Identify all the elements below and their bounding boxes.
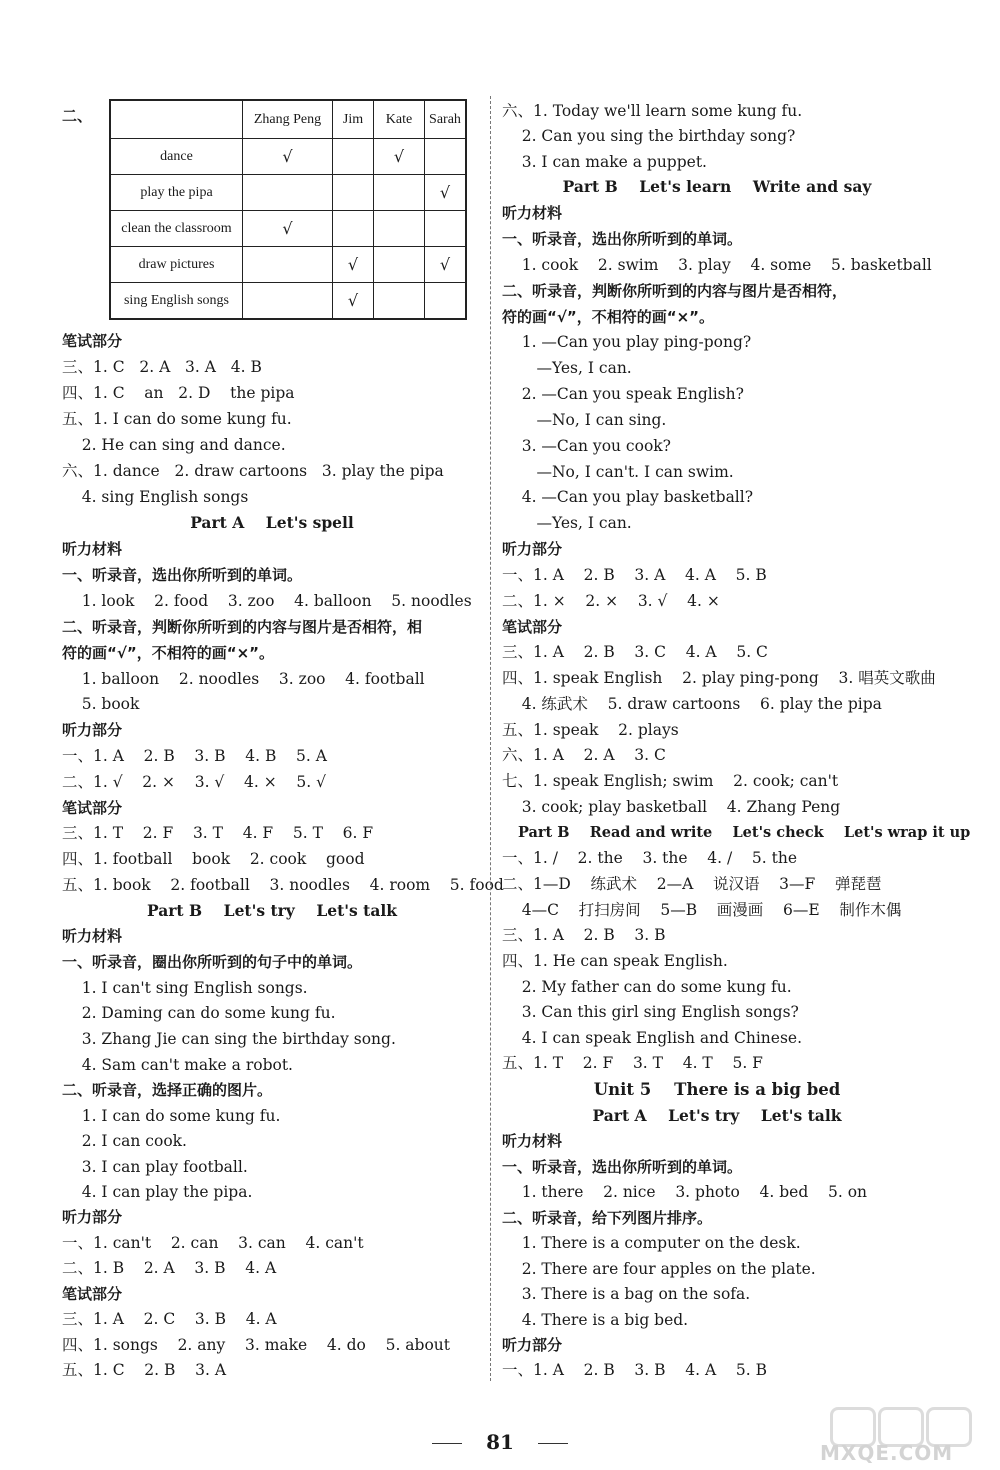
table-header-cell: [110, 100, 243, 139]
answer-line: 三、1. T 2. F 3. T 4. F 5. T 6. F: [62, 824, 374, 842]
tick-cell: [243, 283, 333, 320]
answer-line: 六、1. Today we'll learn some kung fu.: [502, 102, 803, 120]
instruction-line: 二、听录音，判断你所听到的内容与图片是否相符，相: [62, 618, 423, 636]
tick-cell: [333, 175, 374, 211]
section-heading: 听力材料: [502, 204, 563, 222]
tick-cell: √: [243, 211, 333, 247]
answer-line: 1. cook 2. swim 3. play 4. some 5. basketball: [502, 256, 932, 274]
tick-cell: [374, 283, 425, 320]
tick-cell: [243, 175, 333, 211]
answer-line: 4. There is a big bed.: [502, 1311, 689, 1329]
answer-line: —No, I can sing.: [502, 411, 667, 429]
instruction-line: 二、听录音，选择正确的图片。: [62, 1081, 273, 1099]
answer-line: 四、1. C an 2. D the pipa: [62, 384, 295, 402]
table-row: [110, 247, 466, 283]
section-heading: 听力部分: [62, 1208, 123, 1226]
answer-line: 三、1. A 2. B 3. C 4. A 5. C: [502, 643, 768, 661]
answer-line: 4. 练武术 5. draw cartoons 6. play the pipa: [502, 695, 882, 713]
answer-line: 四、1. songs 2. any 3. make 4. do 5. about: [62, 1336, 450, 1354]
unit-heading: Unit 5 There is a big bed: [593, 1080, 841, 1099]
answer-line: 4. —Can you play basketball?: [502, 488, 754, 506]
section-heading: 笔试部分: [62, 332, 123, 350]
tick-cell: √: [425, 247, 467, 283]
answer-line: 3. Can this girl sing English songs?: [502, 1003, 799, 1021]
answer-line: 1. —Can you play ping-pong?: [502, 333, 752, 351]
answer-line: 三、1. A 2. C 3. B 4. A: [62, 1310, 277, 1328]
answer-line: 三、1. C 2. A 3. A 4. B: [62, 358, 262, 376]
table-header-cell: Sarah: [425, 100, 467, 139]
answer-line: 五、1. C 2. B 3. A: [62, 1361, 227, 1379]
answer-line: 二、1. × 2. × 3. √ 4. ×: [502, 592, 720, 610]
answer-line: 五、1. book 2. football 3. noodles 4. room 5. food: [62, 876, 504, 894]
tick-cell: √: [333, 247, 374, 283]
table-section-label: 二、: [62, 107, 93, 125]
section-heading: 听力部分: [502, 1336, 563, 1354]
section-heading: 听力材料: [62, 927, 123, 945]
section-heading: 听力材料: [502, 1132, 563, 1150]
tick-cell: √: [333, 283, 374, 320]
table-header-cell: Zhang Peng: [243, 100, 333, 139]
tick-cell: [374, 211, 425, 247]
answer-line: 二、1. √ 2. × 3. √ 4. × 5. √: [62, 773, 327, 791]
tick-cell: √: [374, 139, 425, 175]
table-header-row: [110, 100, 466, 139]
answer-line: 3. I can play football.: [62, 1158, 248, 1176]
answer-line: 四、1. speak English 2. play ping-pong 3. 唱英文歌曲: [502, 669, 936, 687]
answer-line: 七、1. speak English; swim 2. cook; can't: [502, 772, 839, 790]
instruction-line: 一、听录音，选出你所听到的单词。: [502, 1158, 743, 1176]
activity-cell: dance: [110, 139, 243, 175]
answer-line: 二、1. B 2. A 3. B 4. A: [62, 1259, 277, 1277]
table-header-cell: Jim: [333, 100, 374, 139]
answer-line: 2. —Can you speak English?: [502, 385, 744, 403]
activity-cell: clean the classroom: [110, 211, 243, 247]
tick-cell: [333, 211, 374, 247]
tick-cell: [333, 139, 374, 175]
answer-line: 4. Sam can't make a robot.: [62, 1056, 293, 1074]
instruction-line: 符的画“√”，不相符的画“×”。: [62, 644, 275, 662]
answer-line: 六、1. A 2. A 3. C: [502, 746, 666, 764]
part-heading: Part B Read and write Let's check Let's wrap it up: [518, 824, 971, 841]
section-heading: 笔试部分: [62, 1285, 123, 1303]
answer-line: 2. Can you sing the birthday song?: [502, 127, 796, 145]
answer-line: 一、1. A 2. B 3. A 4. A 5. B: [502, 566, 767, 584]
answer-line: 六、1. dance 2. draw cartoons 3. play the pipa: [62, 462, 444, 480]
tick-cell: √: [243, 139, 333, 175]
answer-line: 2. There are four apples on the plate.: [502, 1260, 816, 1278]
answer-line: —No, I can't. I can swim.: [502, 463, 734, 481]
answer-line: 4. sing English songs: [62, 488, 249, 506]
answer-line: —Yes, I can.: [502, 514, 632, 532]
answer-line: 五、1. I can do some kung fu.: [62, 410, 292, 428]
tick-cell: [425, 283, 467, 320]
answer-line: 5. book: [62, 695, 140, 713]
section-heading: 听力部分: [502, 540, 563, 558]
answer-line: 一、1. A 2. B 3. B 4. B 5. A: [62, 747, 327, 765]
tick-cell: [425, 211, 467, 247]
answer-line: 1. look 2. food 3. zoo 4. balloon 5. noodles: [62, 592, 472, 610]
answer-line: 一、1. can't 2. can 3. can 4. can't: [62, 1234, 364, 1252]
column-divider: [490, 96, 492, 1381]
tick-cell: [374, 247, 425, 283]
answer-line: 3. I can make a puppet.: [502, 153, 707, 171]
page-number: 81: [486, 1430, 514, 1454]
table-row: [110, 175, 466, 211]
table-row: [110, 283, 466, 320]
section-heading: 笔试部分: [62, 799, 123, 817]
instruction-line: 二、听录音，判断你所听到的内容与图片是否相符，: [502, 282, 848, 300]
answer-line: 一、1. / 2. the 3. the 4. / 5. the: [502, 849, 798, 867]
answer-line: 3. There is a bag on the sofa.: [502, 1285, 751, 1303]
tick-cell: [374, 175, 425, 211]
answer-line: 4. I can speak English and Chinese.: [502, 1029, 802, 1047]
instruction-line: 一、听录音，选出你所听到的单词。: [62, 566, 303, 584]
tick-cell: √: [425, 175, 467, 211]
part-heading: Part A Let's try Let's talk: [592, 1106, 842, 1125]
answer-line: 2. My father can do some kung fu.: [502, 978, 792, 996]
answer-line: 1. I can do some kung fu.: [62, 1107, 281, 1125]
answer-line: 4—C 打扫房间 5—B 画漫画 6—E 制作木偶: [502, 901, 902, 919]
answer-line: 2. I can cook.: [62, 1132, 187, 1150]
answer-line: 4. I can play the pipa.: [62, 1183, 253, 1201]
instruction-line: 二、听录音，给下列图片排序。: [502, 1209, 713, 1227]
part-heading: Part B Let's try Let's talk: [146, 901, 397, 920]
activity-table: [109, 99, 467, 320]
watermark-logo: [820, 1405, 980, 1465]
answer-line: 四、1. He can speak English.: [502, 952, 728, 970]
answer-line: 三、1. A 2. B 3. B: [502, 926, 666, 944]
part-heading: Part A Let's spell: [190, 513, 354, 532]
section-heading: 听力部分: [62, 721, 123, 739]
answer-line: 3. cook; play basketball 4. Zhang Peng: [502, 798, 841, 816]
answer-line: 五、1. speak 2. plays: [502, 721, 679, 739]
answer-line: 1. there 2. nice 3. photo 4. bed 5. on: [502, 1183, 868, 1201]
table-row: [110, 211, 466, 247]
instruction-line: 一、听录音，圈出你所听到的句子中的单词。: [62, 953, 363, 971]
answer-line: 二、1—D 练武术 2—A 说汉语 3—F 弹琵琶: [502, 875, 882, 893]
activity-cell: sing English songs: [110, 283, 243, 320]
watermark-text: MXQE.COM: [820, 1441, 954, 1465]
answer-line: 3. Zhang Jie can sing the birthday song.: [62, 1030, 396, 1048]
table-row: [110, 139, 466, 175]
section-heading: 笔试部分: [502, 618, 563, 636]
table-header-cell: Kate: [374, 100, 425, 139]
part-heading: Part B Let's learn Write and say: [562, 177, 872, 196]
instruction-line: 符的画“√”，不相符的画“×”。: [502, 308, 715, 326]
answer-line: 3. —Can you cook?: [502, 437, 671, 455]
activity-cell: play the pipa: [110, 175, 243, 211]
section-heading: 听力材料: [62, 540, 123, 558]
answer-line: 1. balloon 2. noodles 3. zoo 4. football: [62, 670, 425, 688]
answer-line: 四、1. football book 2. cook good: [62, 850, 365, 868]
answer-line: 1. There is a computer on the desk.: [502, 1234, 801, 1252]
answer-line: 1. I can't sing English songs.: [62, 979, 308, 997]
tick-cell: [243, 247, 333, 283]
tick-cell: [425, 139, 467, 175]
instruction-line: 一、听录音，选出你所听到的单词。: [502, 230, 743, 248]
answer-line: 五、1. T 2. F 3. T 4. T 5. F: [502, 1054, 763, 1072]
activity-cell: draw pictures: [110, 247, 243, 283]
answer-line: 2. Daming can do some kung fu.: [62, 1004, 336, 1022]
page-number-dash-right: [538, 1443, 568, 1444]
answer-line: 一、1. A 2. B 3. B 4. A 5. B: [502, 1361, 767, 1379]
answer-line: 2. He can sing and dance.: [62, 436, 286, 454]
answer-line: —Yes, I can.: [502, 359, 632, 377]
